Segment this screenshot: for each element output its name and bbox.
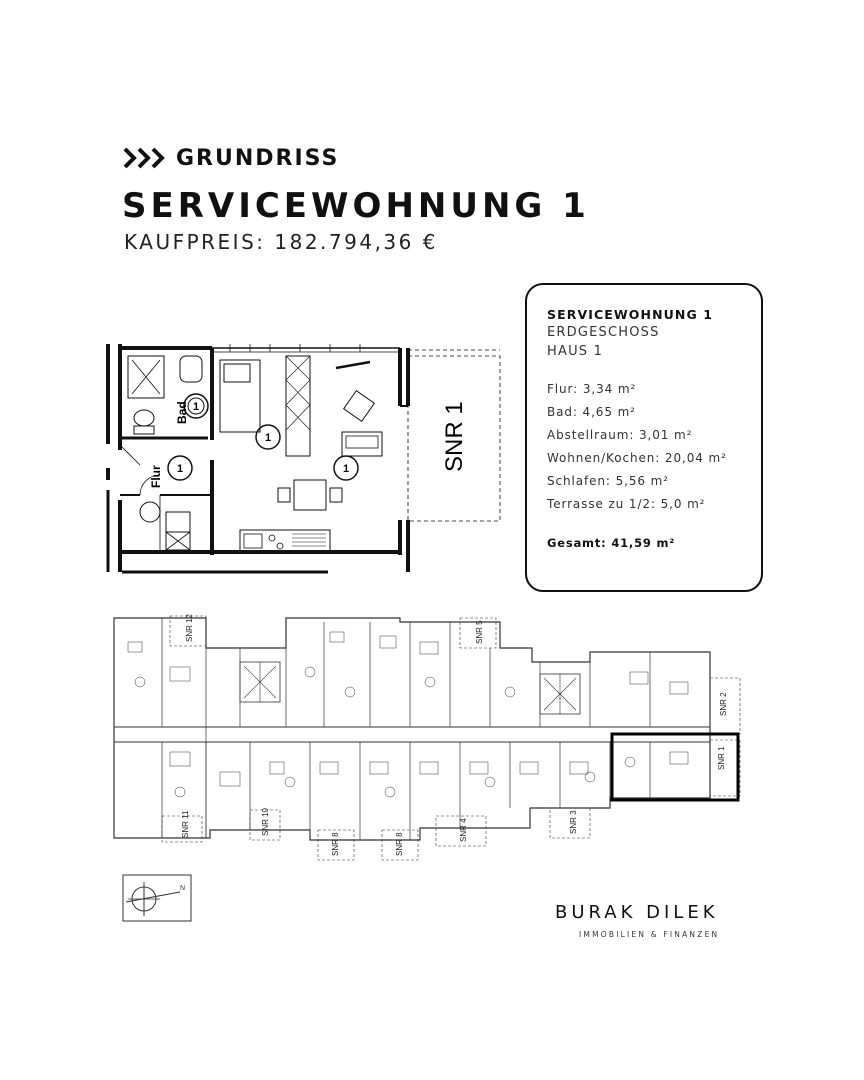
page-title: SERVICEWOHNUNG 1 [122,186,590,226]
room-marker: 1 [176,463,184,475]
info-house: HAUS 1 [547,344,604,359]
room-marker: 1 [264,432,272,444]
info-heading: SERVICEWOHNUNG 1 [547,307,714,322]
room-item: Bad: 4,65 m² [547,405,636,419]
purchase-price: KAUFPREIS: 182.794,36 € [124,230,438,254]
section-kicker [122,143,339,173]
room-marker: 1 [192,401,200,413]
site-label: SNR 3 [569,810,578,834]
apartment-info-box [525,283,763,592]
compass-icon [122,874,192,922]
site-label: SNR 5 [475,620,484,644]
site-label: SNR 4 [459,818,468,842]
site-label: SNR 11 [181,810,190,838]
room-list [547,378,741,516]
triple-chevron-icon [122,143,172,173]
terrace-label: SNR 1 [441,401,468,472]
room-marker: 1 [342,463,350,475]
info-floor: ERDGESCHOSS [547,325,660,340]
site-label: SNR 12 [185,613,194,642]
site-label: SNR 1 [717,746,726,770]
bad-label: Bad [175,401,189,424]
room-item: Terrasse zu 1/2: 5,0 m² [547,497,706,511]
room-item: Flur: 3,34 m² [547,382,637,396]
north-label: N [180,885,186,892]
room-item: Abstellraum: 3,01 m² [547,428,693,442]
brand-tagline: IMMOBILIEN & FINANZEN [579,930,720,939]
brand-name: BURAK DILEK [555,902,719,923]
flur-label: Flur [149,465,163,488]
site-plan [110,612,750,862]
kicker-label: GRUNDRISS [176,145,340,171]
total-area: Gesamt: 41,59 m² [547,536,676,550]
site-label: SNR 8 [395,832,404,856]
apartment-floorplan [100,340,510,580]
room-item: Wohnen/Kochen: 20,04 m² [547,451,727,465]
site-label: SNR 8 [331,832,340,856]
site-label: SNR 2 [719,692,728,716]
site-label: SNR 10 [261,807,270,836]
room-item: Schlafen: 5,56 m² [547,474,669,488]
